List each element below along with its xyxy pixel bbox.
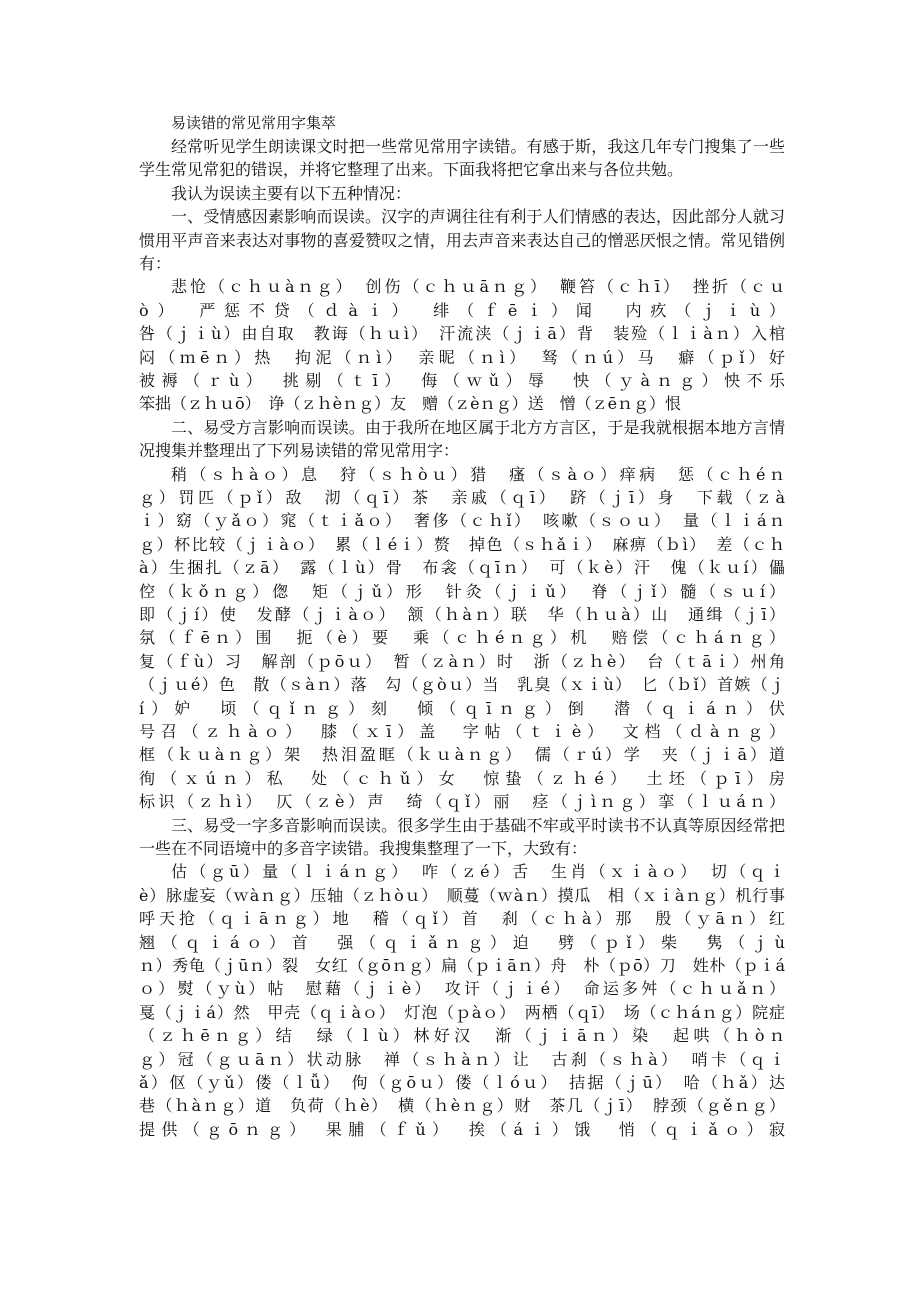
text-line: （ｚｈēｎｇ）结 绿（ｌù）林好汉 渐（ｊｉāｎ）染 起哄（ｈòｎ — [139, 1026, 785, 1045]
text-line: í）妒 顷（ｑǐｎｇ）刻 倾（ｑīｎｇ）倒 潜（ｑｉáｎ）伏 — [139, 699, 785, 718]
text-line: 一、受情感因素影响而误读。汉字的声调往往有利于人们情感的表达，因此部分人就习 — [171, 207, 785, 226]
text-line: 有： — [139, 254, 172, 273]
text-line: 呼天抢（ｑｉāｎｇ）地 稽（ｑǐ）首 刹（ｃｈà）那 殷（ｙāｎ）红 — [139, 909, 785, 928]
text-line: 况搜集并整理出了下列易读错的常见常用字： — [139, 441, 460, 460]
text-line: 我认为误读主要有以下五种情况： — [171, 184, 412, 203]
text-line: 徇（ｘúｎ）私 处（ｃｈǔ）女 惊蛰（ｚｈé） 土坯（ｐī）房 — [139, 769, 785, 788]
text-line: 一些在不同语境中的多音字读错。我搜集整理了一下，大致有： — [139, 839, 588, 858]
text-line: è）脉虚妄（ｗàｎｇ）压轴（ｚｈòｕ） 顺蔓（ｗàｎ）摸瓜 相（ｘｉàｎｇ）机行事 — [139, 886, 785, 905]
text-line: ò） 严惩不贷（ｄàｉ） 绯（ｆēｉ）闻 内疚（ｊｉù） — [139, 301, 785, 320]
text-line: 悲怆（ｃｈｕàｎｇ） 创伤（ｃｈｕāｎｇ） 鞭笞（ｃｈī） 挫折（ｃｕ — [171, 277, 785, 296]
text-line: 稍（ｓｈàｏ）息 狩（ｓｈòｕ）猎 瘙（ｓàｏ）痒病 惩（ｃｈéｎ — [171, 465, 785, 484]
text-line: （ｊｕé）色 散（ｓàｎ）落 勾（ｇòｕ）当 乳臭（ｘｉù） 匕（ｂǐ）首嫉（ｊ — [139, 675, 785, 694]
text-line: ｉ）窈（ｙǎｏ）窕（ｔｉǎｏ） 奢侈（ｃｈǐ） 咳嗽（ｓｏｕ） 量（ｌｉáｎ — [139, 511, 785, 530]
text-line: 咎（ｊｉù）由自取 教诲（ｈｕì） 汗流浃（ｊｉā）背 装殓（ｌｉàｎ）入棺 — [139, 324, 785, 343]
text-line: 复（ｆù）习 解剖（ｐōｕ） 暂（ｚàｎ）时 浙（ｚｈè） 台（ｔāｉ）州角 — [139, 652, 785, 671]
text-line: 经常听见学生朗读课文时把一些常见常用字读错。有感于斯，我这几年专门搜集了一些 — [171, 137, 785, 156]
text-line: 被褥（ｒù） 挑剔（ｔī） 侮（ｗǔ）辱 怏（ｙàｎｇ）怏不乐 — [139, 371, 785, 390]
text-line: 号召（ｚｈàｏ） 膝（ｘī）盖 字帖（ｔｉè） 文档（ｄàｎｇ） — [139, 722, 785, 741]
text-line: ｏ）熨（ｙù）帖 慰藉（ｊｉè） 攻讦（ｊｉé） 命运多舛（ｃｈｕǎｎ） — [139, 979, 785, 998]
text-line: ｇ）罚匹（ｐǐ）敌 沏（ｑī）茶 亲戚（ｑī） 跻（ｊī）身 下载（ｚà — [139, 488, 785, 507]
text-line: 即（ｊí）使 发酵（ｊｉàｏ） 颔（ｈàｎ）联 华（ｈｕà）山 通缉（ｊī） — [139, 605, 785, 624]
text-line: ǎ）伛（ｙǔ）偻（ｌǚ） 佝（ｇōｕ）偻（ｌóｕ） 拮据（ｊū） 哈（ｈǎ）达 — [139, 1073, 785, 1092]
text-line: 巷（ｈàｎｇ）道 负荷（ｈè） 横（ｈèｎｇ）财 茶几（ｊī） 脖颈（ｇěｎｇ） — [139, 1096, 785, 1115]
text-line: ｇ）冠（ｇｕāｎ）状动脉 禅（ｓｈàｎ）让 古刹（ｓｈà） 哨卡（ｑｉ — [139, 1050, 785, 1069]
text-line: ｇ）杯比较（ｊｉàｏ） 累（ｌéｉ）赘 掉色（ｓｈǎｉ） 麻痹（ｂì） 差（ｃｈ — [139, 535, 785, 554]
text-line: ｎ）秀龟（ｊūｎ）裂 女红（ｇōｎｇ）扁（ｐｉāｎ）舟 朴（ｐō）刀 姓朴（ｐｉá — [139, 956, 785, 975]
text-line: 学生常见常犯的错误，并将它整理了出来。下面我将把它拿出来与各位共勉。 — [139, 160, 684, 179]
text-line: à）生捆扎（ｚā） 露（ｌù）骨 布衾（ｑīｎ） 可（ｋè）汗 傀（ｋｕí）儡 — [139, 558, 785, 577]
text-line: 三、易受一字多音影响而误读。很多学生由于基础不牢或平时读书不认真等原因经常把 — [171, 816, 785, 835]
text-line: 框（ｋｕàｎｇ）架 热泪盈眶（ｋｕàｎｇ） 儒（ｒú）学 夹（ｊｉā）道 — [139, 745, 785, 764]
text-line: 标识（ｚｈì） 仄（ｚè）声 绮（ｑǐ）丽 痉（ｊìｎｇ）挛（ｌｕáｎ） — [139, 792, 785, 811]
text-line: 提供（ｇōｎｇ） 果脯（ｆǔ） 挨（áｉ）饿 悄（ｑｉǎｏ）寂 — [139, 1120, 785, 1139]
text-line: 二、易受方言影响而误读。由于我所在地区属于北方方言区，于是我就根据本地方言情 — [171, 418, 785, 437]
text-line: 笨拙（ｚｈｕō） 诤（ｚｈèｎｇ）友 赠（ｚèｎｇ）送 憎（ｚēｎｇ）恨 — [139, 394, 682, 413]
text-line: 惯用平声音来表达对事物的喜爱赞叹之情，用去声音来表达自己的憎恶厌恨之情。常见错例 — [139, 231, 785, 250]
text-line: 氛（ｆēｎ）围 扼（è）要 乘（ｃｈéｎｇ）机 赔偿（ｃｈáｎｇ） — [139, 628, 785, 647]
text-line: 估（ｇū）量（ｌｉáｎｇ） 咋（ｚé）舌 生肖（ｘｉàｏ） 切（ｑｉ — [171, 862, 785, 881]
text-line: 倥（ｋǒｎｇ）偬 矩（ｊǔ）形 针灸（ｊｉǔ） 脊（ｊǐ）髓（ｓｕí） — [139, 582, 785, 601]
document-title: 易读错的常见常用字集萃 — [171, 114, 337, 132]
text-line: 翘（ｑｉáｏ）首 强（ｑｉǎｎｇ）迫 劈（ｐǐ）柴 隽（ｊù — [139, 933, 785, 952]
text-line: 闷（ｍēｎ）热 拘泥（ｎì） 亲昵（ｎì） 驽（ｎú）马 癖（ｐǐ）好 — [139, 348, 785, 367]
text-line: 戛（ｊｉá）然 甲壳（ｑｉàｏ） 灯泡（ｐàｏ） 两栖（ｑī） 场（ｃｈáｎｇ）院症 — [139, 1003, 785, 1022]
